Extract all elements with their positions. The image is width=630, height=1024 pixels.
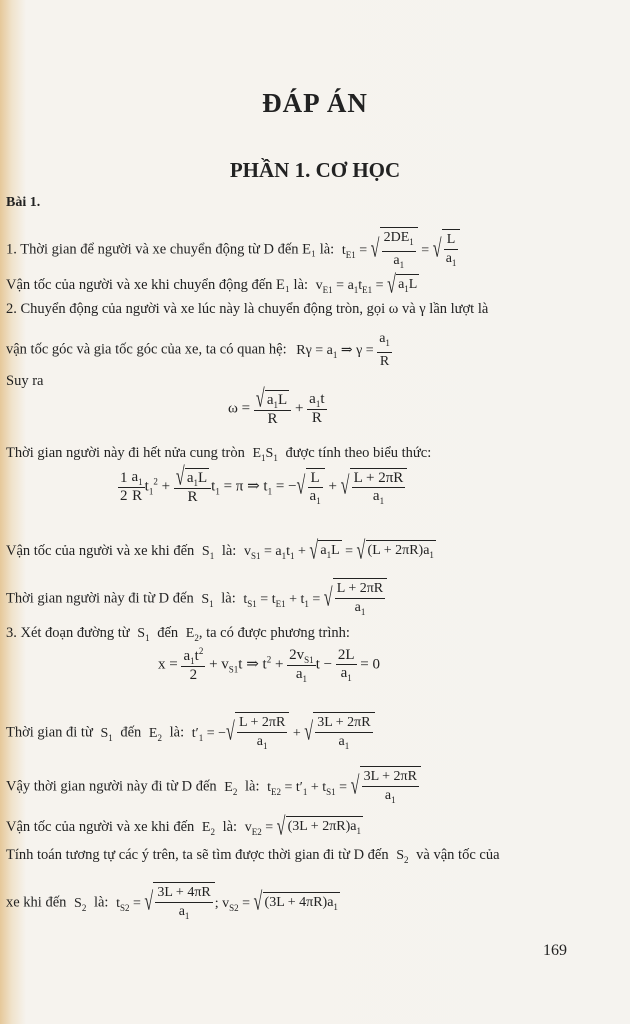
text-line-6: Thời gian người này đi hết nửa cung tròn $E_1S_1$ được tính theo biểu thức: xyxy=(6,445,432,463)
text-line-11: Vậy thời gian người này đi từ D đến $E_2$ là: $t_{E2} = t'_1 + t_{S1}$ = √ $\frac{3L + 2\pi R}{a_1}$ xyxy=(6,766,421,809)
section-title: PHẦN 1. CƠ HỌC xyxy=(229,158,401,182)
page-number: 169 xyxy=(543,942,567,959)
text-line-7: Vận tốc của người và xe khi đến $S_1$ là: $v_{S1} = a_1t_1$ + √ $a_1L$ = √ $(L + 2\pi R)a_1$ xyxy=(6,540,436,565)
problem-label: Bài 1. xyxy=(6,195,41,210)
omega-formula: ω = √ $\frac{a_1L}{R}$ + $\frac{a_1t}{R}$ xyxy=(228,390,327,428)
text-line-5: Suy ra xyxy=(6,373,44,389)
text-line-12: Vận tốc của người và xe khi đến $E_2$ là: $v_{E2}$ = √ $(3L + 2\pi R)a_1$ xyxy=(6,816,363,841)
text-line-10: Thời gian đi từ $S_1$ đến $E_2$ là: $t'_1$ = − √ $\frac{L + 2\pi R}{a_1}$ + √ $\frac{3L + 2\pi R}{a_1}$ xyxy=(6,712,375,755)
text-line-13: Tính toán tương tự các ý trên, ta sẽ tìm được thời gian đi từ D đến $S_2$ và vận tốc của xyxy=(6,847,500,865)
t1-equation: $\frac{1}{2}$ $\frac{a_1}{R}$ $t_1^2$ + √ $\frac{a_1L}{R}$ $t_1 = \pi$ ⇒ $t_1$ = − √ $\frac{L}{a_1}$ + √ $\frac{L + 2\pi R}{a_1}$ xyxy=(118,468,407,506)
text-line-3: 2. Chuyển động của người và xe lúc này là chuyển động tròn, gọi ω và γ lần lượt là xyxy=(6,301,489,317)
text-line-14: xe khi đến $S_2$ là: $t_{S2}$ = √ $\frac{3L + 4\pi R}{a_1}$ ; $v_{S2}$ = √ $(3L + 4\pi R)a_1$ xyxy=(6,882,340,925)
text-line-4: vận tốc góc và gia tốc góc của xe, ta có quan hệ: $R\gamma = a_1$ ⇒ γ = $\frac{a_1}{R}$ xyxy=(6,331,390,369)
x-equation: x = $\frac{a_1t^2}{2}$ + $v_{S1}t$ ⇒ $t^2$ + $\frac{2v_{S1}}{a_1}$ t − $\frac{2L}{a_1}$ = 0 xyxy=(158,646,380,684)
page-title: ĐÁP ÁN xyxy=(262,88,368,118)
text-line-9: 3. Xét đoạn đường từ $S_1$ đến $E_2$, ta có được phương trình: xyxy=(6,625,350,643)
text-line-2: Vận tốc của người và xe khi chuyển động đến E₁ là: $v_{E1} = a_1t_{E1}$ = √ $a_1L$ xyxy=(6,274,419,299)
text-line-8: Thời gian người này đi từ D đến $S_1$ là: $t_{S1} = t_{E1} + t_1$ = √ $\frac{L + 2\pi R}{a_1}$ xyxy=(6,578,387,621)
text-line-1: 1. Thời gian để người và xe chuyển động từ D đến E₁ là: $t_{E1}$ = √ $\frac{2DE_1}{a_1}$ = √ $\frac{L}{a_1}$ xyxy=(6,227,460,274)
